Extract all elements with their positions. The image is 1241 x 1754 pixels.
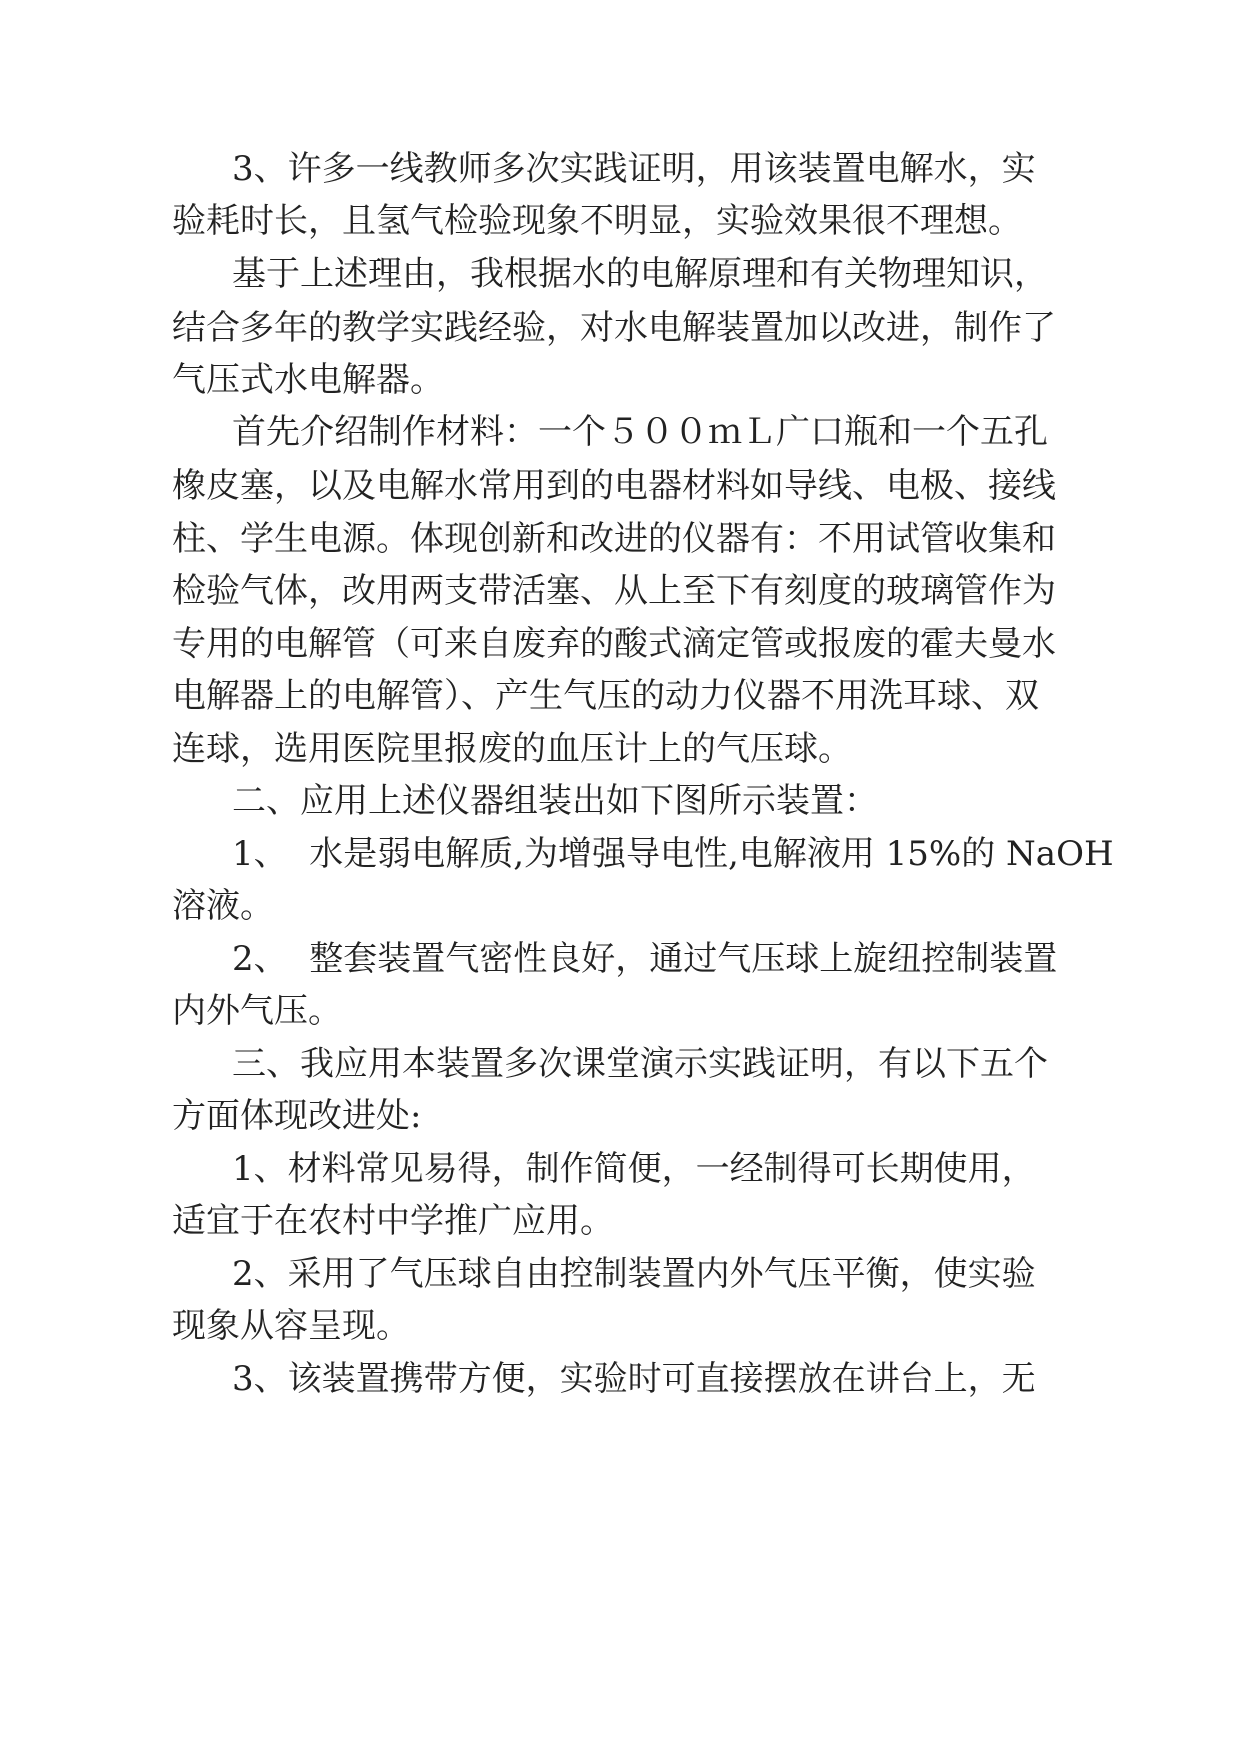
text-line: 结合多年的教学实践经验，对水电解装置加以改进，制作了: [172, 308, 1056, 348]
text-line: 连球，选用医院里报废的血压计上的气压球。: [172, 729, 852, 769]
text-line: 溶液。: [172, 886, 274, 926]
text-line: 适宜于在农村中学推广应用。: [172, 1201, 614, 1241]
text-line: 气压式水电解器。: [172, 360, 444, 400]
text-line: 基于上述理由，我根据水的电解原理和有关物理知识，: [232, 254, 1048, 294]
text-line: 二、应用上述仪器组装出如下图所示装置：: [232, 781, 878, 821]
text-line: 专用的电解管（可来自废弃的酸式滴定管或报废的霍夫曼水: [172, 624, 1056, 664]
text-line: 橡皮塞，以及电解水常用到的电器材料如导线、电极、接线: [172, 466, 1056, 506]
text-line: 检验气体，改用两支带活塞、从上至下有刻度的玻璃管作为: [172, 571, 1056, 611]
text-line: 电解器上的电解管）、产生气压的动力仪器不用洗耳球、双: [172, 676, 1039, 716]
text-line: 1、材料常见易得，制作简便，一经制得可长期使用，: [232, 1149, 1036, 1189]
text-line: 内外气压。: [172, 991, 342, 1031]
text-line: 方面体现改进处:: [172, 1096, 422, 1136]
text-line: 柱、学生电源。体现创新和改进的仪器有：不用试管收集和: [172, 519, 1056, 559]
text-line: 现象从容呈现。: [172, 1306, 410, 1346]
text-line: 验耗时长，且氢气检验现象不明显，实验效果很不理想。: [172, 201, 1022, 241]
text-line: 2、 整套装置气密性良好，通过气压球上旋纽控制装置: [232, 939, 1058, 979]
text-line: 3、许多一线教师多次实践证明，用该装置电解水，实: [232, 149, 1036, 189]
text-line: 首先介绍制作材料：一个５００ｍＬ广口瓶和一个五孔: [232, 412, 1048, 452]
text-line: 2、采用了气压球自由控制装置内外气压平衡，使实验: [232, 1254, 1036, 1294]
text-line: 3、该装置携带方便，实验时可直接摆放在讲台上，无: [232, 1359, 1036, 1399]
text-line: 1、 水是弱电解质,为增强导电性,电解液用 15%的 NaOH: [232, 834, 1114, 874]
text-line: 三、我应用本装置多次课堂演示实践证明，有以下五个: [232, 1044, 1048, 1084]
